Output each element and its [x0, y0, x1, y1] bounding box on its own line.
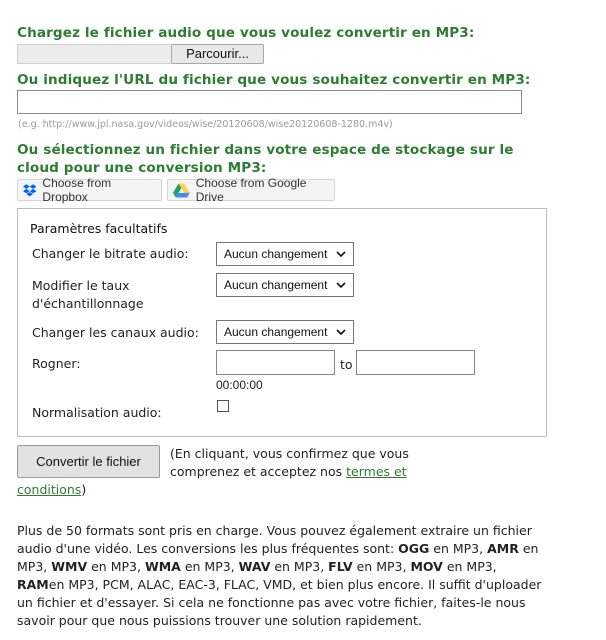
- consent-close-paren: ): [81, 482, 87, 497]
- samplerate-select-value: Aucun changement: [224, 278, 328, 292]
- chevron-down-icon: [335, 279, 347, 291]
- dropbox-button-label: Choose from Dropbox: [42, 176, 112, 204]
- cloud-heading: Ou sélectionnez un fichier dans votre espace de stockage sur le cloud pour une conversion MP3:: [17, 142, 514, 176]
- chevron-down-icon: [335, 248, 347, 260]
- desc-text: en MP3,: [87, 559, 145, 574]
- browse-button[interactable]: Parcourir...: [171, 44, 264, 64]
- consent-line-3: [17, 481, 86, 499]
- samplerate-select[interactable]: [216, 273, 354, 297]
- trim-to-label: to: [340, 357, 353, 372]
- format-amr: AMR: [487, 541, 519, 556]
- optional-settings-title: Paramètres facultatifs: [30, 221, 168, 236]
- supported-formats-description: [17, 522, 547, 630]
- desc-text: en MP3,: [429, 541, 488, 556]
- normalize-checkbox[interactable]: [217, 400, 229, 412]
- format-wmv: WMV: [51, 559, 88, 574]
- channels-label: Changer les canaux audio:: [32, 325, 199, 340]
- optional-settings-panel: [17, 208, 547, 437]
- trim-end-input[interactable]: [356, 350, 475, 375]
- format-mov: MOV: [410, 559, 443, 574]
- google-drive-icon: [173, 183, 190, 198]
- google-drive-button[interactable]: [167, 176, 335, 204]
- trim-time-hint: 00:00:00: [216, 378, 263, 392]
- consent-line-1: (En cliquant, vous confirmez que vous: [170, 446, 409, 461]
- file-picker[interactable]: [17, 44, 264, 64]
- convert-button[interactable]: Convertir le fichier: [17, 445, 160, 478]
- terms-link-continued[interactable]: conditions: [17, 482, 82, 497]
- format-wav: WAV: [238, 559, 271, 574]
- desc-text: en MP3,: [442, 559, 497, 574]
- trim-label: Rogner:: [32, 356, 81, 371]
- dropbox-button[interactable]: [17, 176, 162, 204]
- desc-text: en MP3,: [270, 559, 329, 574]
- bitrate-select-value: Aucun changement: [224, 247, 328, 261]
- samplerate-label-line2: d'échantillonnage: [32, 296, 144, 311]
- consent-line-2: [170, 463, 407, 481]
- file-name-display[interactable]: [17, 44, 171, 64]
- desc-text: en MP3, PCM, ALAC, EAC-3, FLAC, VMD, et bien plus encore. Il suffit d'uploader un fichier et d'essayer. Si cela ne fonctionne pas avec votre fichier, faites-le nous savoir pour que nous puissions trouver une solution rapidement.: [17, 577, 542, 628]
- format-flv: FLV: [328, 559, 353, 574]
- samplerate-label: [32, 277, 144, 313]
- samplerate-label-line1: Modifier le taux: [32, 278, 130, 293]
- normalize-label: Normalisation audio:: [32, 405, 162, 420]
- google-drive-button-label: Choose from Google Drive: [195, 176, 307, 204]
- chevron-down-icon: [335, 326, 347, 338]
- terms-link[interactable]: termes et: [346, 464, 407, 479]
- format-ogg: OGG: [398, 541, 430, 556]
- dropbox-icon: [23, 184, 36, 197]
- channels-select-value: Aucun changement: [224, 325, 328, 339]
- trim-start-input[interactable]: [216, 350, 335, 375]
- upload-heading: Chargez le fichier audio que vous voulez convertir en MP3:: [17, 25, 475, 41]
- bitrate-label: Changer le bitrate audio:: [32, 246, 189, 261]
- desc-text: Plus de 50 formats sont pris en charge. Vous pouvez également extraire un fichier audio d'une vidéo. Les conversions les plus fréquentes sont:: [17, 523, 532, 556]
- desc-text: en MP3,: [352, 559, 411, 574]
- format-ram: RAM: [17, 577, 49, 592]
- url-heading: Ou indiquez l'URL du fichier que vous souhaitez convertir en MP3:: [17, 72, 531, 88]
- desc-text: en MP3,: [180, 559, 239, 574]
- bitrate-select[interactable]: [216, 242, 354, 266]
- desc-text: en MP3,: [17, 541, 539, 574]
- channels-select[interactable]: [216, 320, 354, 344]
- url-input[interactable]: [17, 90, 522, 114]
- url-example-hint: (e.g. http://www.jpl.nasa.gov/videos/wise/20120608/wise20120608-1280.m4v): [18, 119, 393, 130]
- format-wma: WMA: [144, 559, 181, 574]
- consent-text: comprenez et acceptez nos: [170, 464, 347, 479]
